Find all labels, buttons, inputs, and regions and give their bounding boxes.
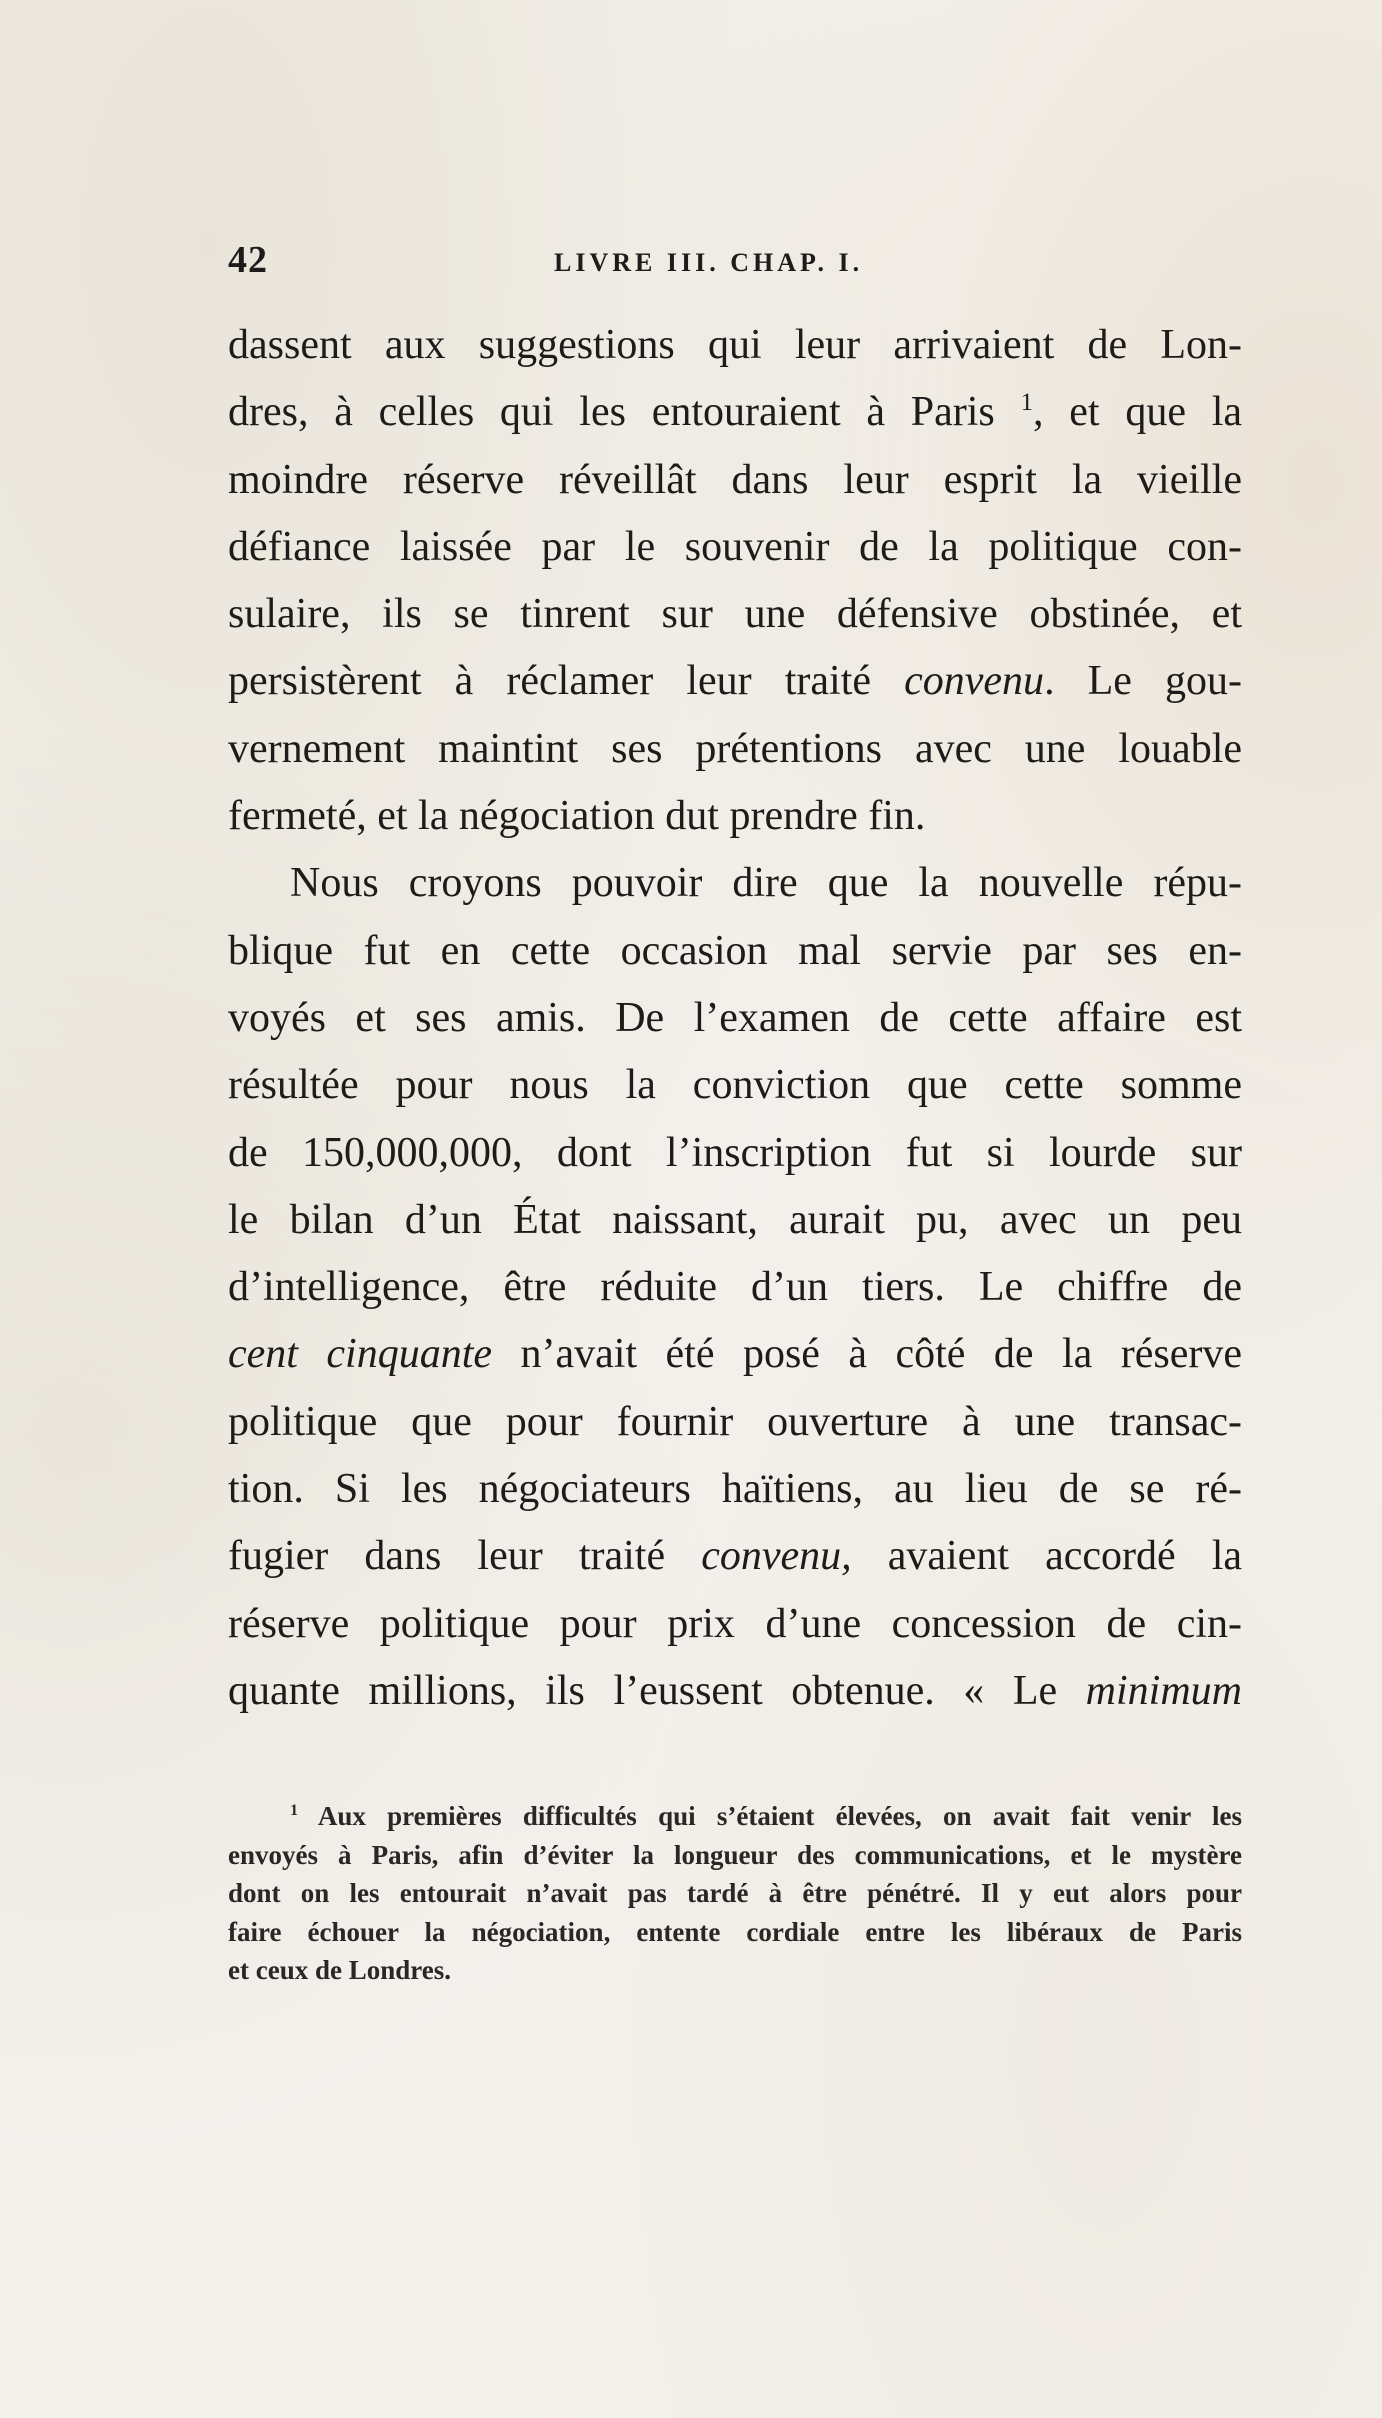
italic-phrase: cent cinquante xyxy=(228,1331,493,1378)
italic-word: minimum xyxy=(1085,1667,1243,1714)
italic-word: convenu, xyxy=(701,1533,852,1580)
footnote-line xyxy=(228,1797,1242,1836)
text-fragment: , et que la xyxy=(1033,389,1242,436)
footnote-line: et ceux de Londres. xyxy=(228,1955,451,1985)
text-line: résultée pour nous la conviction que cette somme xyxy=(228,1062,1242,1109)
footnote-reference: 1 xyxy=(1020,389,1034,417)
footnote-line: envoyés à Paris, afin d’éviter la longueur des communications, et le mystère xyxy=(228,1839,1242,1870)
text-fragment: dres, à celles qui les entouraient à Paris xyxy=(228,389,995,436)
text-line xyxy=(228,1658,1242,1725)
text-fragment: Aux premières difficultés qui s’étaient élevées, on avait fait venir les xyxy=(317,1801,1242,1831)
text-line xyxy=(228,1523,1242,1590)
italic-word: convenu xyxy=(904,658,1045,705)
text-fragment: quante millions, ils l’eussent obtenue. « Le xyxy=(228,1667,1058,1714)
text-line: blique fut en cette occasion mal servie par ses en- xyxy=(228,927,1242,974)
footnote-line: dont on les entourait n’avait pas tardé à être pénétré. Il y eut alors pour xyxy=(228,1878,1242,1908)
text-line xyxy=(228,1321,1242,1388)
text-line: sulaire, ils se tinrent sur une défensive obstinée, et xyxy=(228,591,1242,638)
text-line: de 150,000,000, dont l’inscription fut si lourde sur xyxy=(228,1129,1242,1176)
text-line: dassent aux suggestions qui leur arrivaient de Lon- xyxy=(228,322,1242,368)
footnote-line: faire échouer la négociation, entente cordiale entre les libéraux de Paris xyxy=(228,1916,1242,1947)
chapter-header: LIVRE III. CHAP. I. xyxy=(554,248,864,277)
text-line xyxy=(228,648,1242,715)
text-fragment: . Le gou- xyxy=(1044,658,1243,705)
running-head xyxy=(228,238,1242,288)
text-line xyxy=(228,379,1242,446)
text-line: voyés et ses amis. De l’examen de cette affaire est xyxy=(228,994,1242,1041)
text-line: Nous croyons pouvoir dire que la nouvelle répu- xyxy=(290,860,1242,907)
text-line: tion. Si les négociateurs haïtiens, au lieu de se ré- xyxy=(228,1466,1242,1513)
text-fragment: persistèrent à réclamer leur traité xyxy=(228,658,872,705)
text-line: politique que pour fournir ouverture à une transac- xyxy=(228,1398,1242,1445)
text-line: fermeté, et la négociation dut prendre fin. xyxy=(228,793,926,840)
footnote-marker: 1 xyxy=(290,1801,299,1819)
text-line: défiance laissée par le souvenir de la politique con- xyxy=(228,523,1242,570)
text-line: moindre réserve réveillât dans leur esprit la vieille xyxy=(228,456,1242,503)
text-line: d’intelligence, être réduite d’un tiers. Le chiffre de xyxy=(228,1264,1242,1311)
text-fragment: n’avait été posé à côté de la réserve xyxy=(520,1331,1242,1378)
text-line: le bilan d’un État naissant, aurait pu, avec un peu xyxy=(228,1196,1242,1243)
text-fragment: fugier dans leur traité xyxy=(228,1533,666,1580)
text-fragment: avaient accordé la xyxy=(887,1533,1243,1580)
text-line: réserve politique pour prix d’une concession de cin- xyxy=(228,1600,1242,1647)
text-line: vernement maintint ses prétentions avec une louable xyxy=(228,725,1242,772)
page-number: 42 xyxy=(228,239,268,281)
main-text xyxy=(228,312,1242,1725)
footnote xyxy=(228,1797,1242,1990)
